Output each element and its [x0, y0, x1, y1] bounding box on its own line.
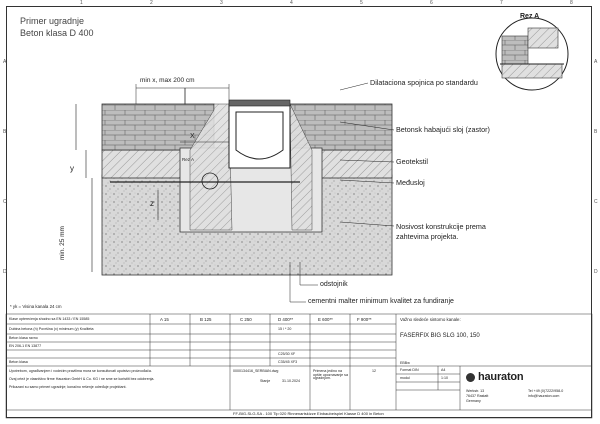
table-row-4-label: Beton klasa: [9, 360, 28, 364]
grate: [229, 100, 290, 106]
table-row-3-label: EN 206-1 EN 13877: [9, 344, 42, 348]
ruler-top-1: 1: [80, 0, 83, 6]
ruler-side-c-right: C: [594, 199, 598, 205]
callout-geotextile: Geotekstil: [396, 157, 428, 166]
title-line-1: Primer ugradnje: [20, 16, 85, 26]
ruler-side-c: C: [3, 199, 7, 205]
ruler-side-b-right: B: [594, 129, 598, 135]
class-b125: B 125: [200, 317, 212, 322]
table-row-2-label: Beton klasa ravno: [9, 336, 38, 340]
scale-label: modul: [400, 376, 410, 380]
class-a15: A 15: [160, 317, 169, 322]
callout-load-capacity-2: zahtevima projekta.: [396, 232, 459, 241]
ruler-top-6: 6: [430, 0, 433, 6]
ruler-top-2: 2: [150, 0, 153, 6]
footnote: * yk = Visina kanala 24 cm: [10, 304, 62, 309]
product-title: Važno sledeće sintorno kanale:: [400, 317, 461, 322]
hauraton-logo-icon: [466, 373, 475, 382]
table-row-1-d400: 15 / * 20: [278, 327, 292, 331]
ruler-side-a: A: [3, 59, 7, 65]
class-e600: E 600**: [318, 317, 333, 322]
product-name: FASERFIX BIG SLG 100, 150: [400, 333, 480, 339]
table-row-4-d400: C35/45 XF3: [278, 360, 298, 364]
callout-intermediate-layer: Međusloj: [396, 178, 425, 187]
note-2: Ovaj crtež je vlasništvo firme Hauraton GmbH & Co. KG i ne sme se koristiti bez odobrenja.: [9, 377, 155, 381]
ruler-top-4: 4: [290, 0, 293, 6]
callout-mortar: cementni malter minimum kvalitet za fundiranje: [308, 298, 454, 305]
address-line-3: Germany: [466, 399, 481, 403]
ruler-side-d-right: D: [594, 269, 598, 275]
dim-x: X: [190, 133, 195, 140]
ruler-top-7: 7: [500, 0, 503, 6]
class-c250: C 250: [240, 317, 252, 322]
contact-line-2: info@hauraton.com: [528, 394, 560, 398]
note-1: Upotrebom, ugrađivanjem i vodećim pravilima mora se konsultovati uputstvo proizvođača.: [9, 369, 152, 373]
table-row-3-d400: C25/30 XF: [278, 352, 296, 356]
ruler-top-5: 5: [360, 0, 363, 6]
format-value: A4: [441, 368, 446, 372]
address-line-1: Werkstr. 13: [466, 389, 485, 393]
ruler-top-8: 8: [570, 0, 573, 6]
remark: Primena jedino na opšte upoznavanje sa ugradnjom.: [313, 369, 348, 381]
callout-wearing-layer: Betonsk habajući sloj (zastor): [396, 125, 490, 134]
ruler-side-b: B: [3, 129, 7, 135]
detail-label: Rez A: [520, 13, 540, 20]
title-line-2: Beton klasa D 400: [20, 28, 94, 38]
callout-spacer: odstojnik: [320, 281, 348, 288]
scale-value: 1:10: [441, 376, 448, 380]
contact-line-1: Tel +49 (0)7222/958-0: [528, 389, 564, 393]
ruler-side-a-right: A: [594, 59, 598, 65]
class-d400: D 400**: [278, 317, 294, 322]
dim-y: y: [70, 164, 74, 173]
ruler-side-d: D: [3, 269, 7, 275]
callout-expansion-joint: Dilataciona spojnica po standardu: [370, 78, 478, 87]
date-value: 31.10.2024: [282, 379, 300, 383]
callout-load-capacity-1: Nosivost konstrukcije prema: [396, 222, 486, 231]
note-3: Prikazani su samo primeri ugradnje; konačno rešenje određuje projektant.: [9, 385, 127, 389]
title-block-grid: [6, 314, 592, 418]
date-label: Stanje: [260, 379, 271, 383]
brand-name: hauraton: [478, 371, 524, 383]
version: EBBw: [400, 361, 410, 365]
doc-number: 0000134416_SERBIAN.dwg: [233, 369, 279, 373]
rez-a-marker: Rez A: [182, 157, 195, 162]
table-row-1-label: Dubina betona (h) Površina (x) minimum (y) Kvaliteta: [9, 327, 94, 331]
ruler-top-3: 3: [220, 0, 223, 6]
class-f900: F 900**: [357, 317, 372, 322]
table-row-label: Klase opterećenja shodno sa EN 1433 / EN 15585: [9, 317, 90, 321]
dim-top-span: min x, max 200 cm: [140, 77, 195, 84]
sheet-number: 12: [372, 369, 376, 373]
dim-min-depth: min. 25 mm: [59, 226, 66, 260]
format-label: Format DIN: [400, 368, 419, 372]
address-line-2: 76437 Rastatt: [466, 394, 489, 398]
dim-z: z: [150, 199, 154, 208]
footer-title: FF-BIG-SLG-SA - 100 Tip 020 Rinnenartskizze Einbaubeispiel Klasse D 400 in Beton: [233, 411, 384, 416]
